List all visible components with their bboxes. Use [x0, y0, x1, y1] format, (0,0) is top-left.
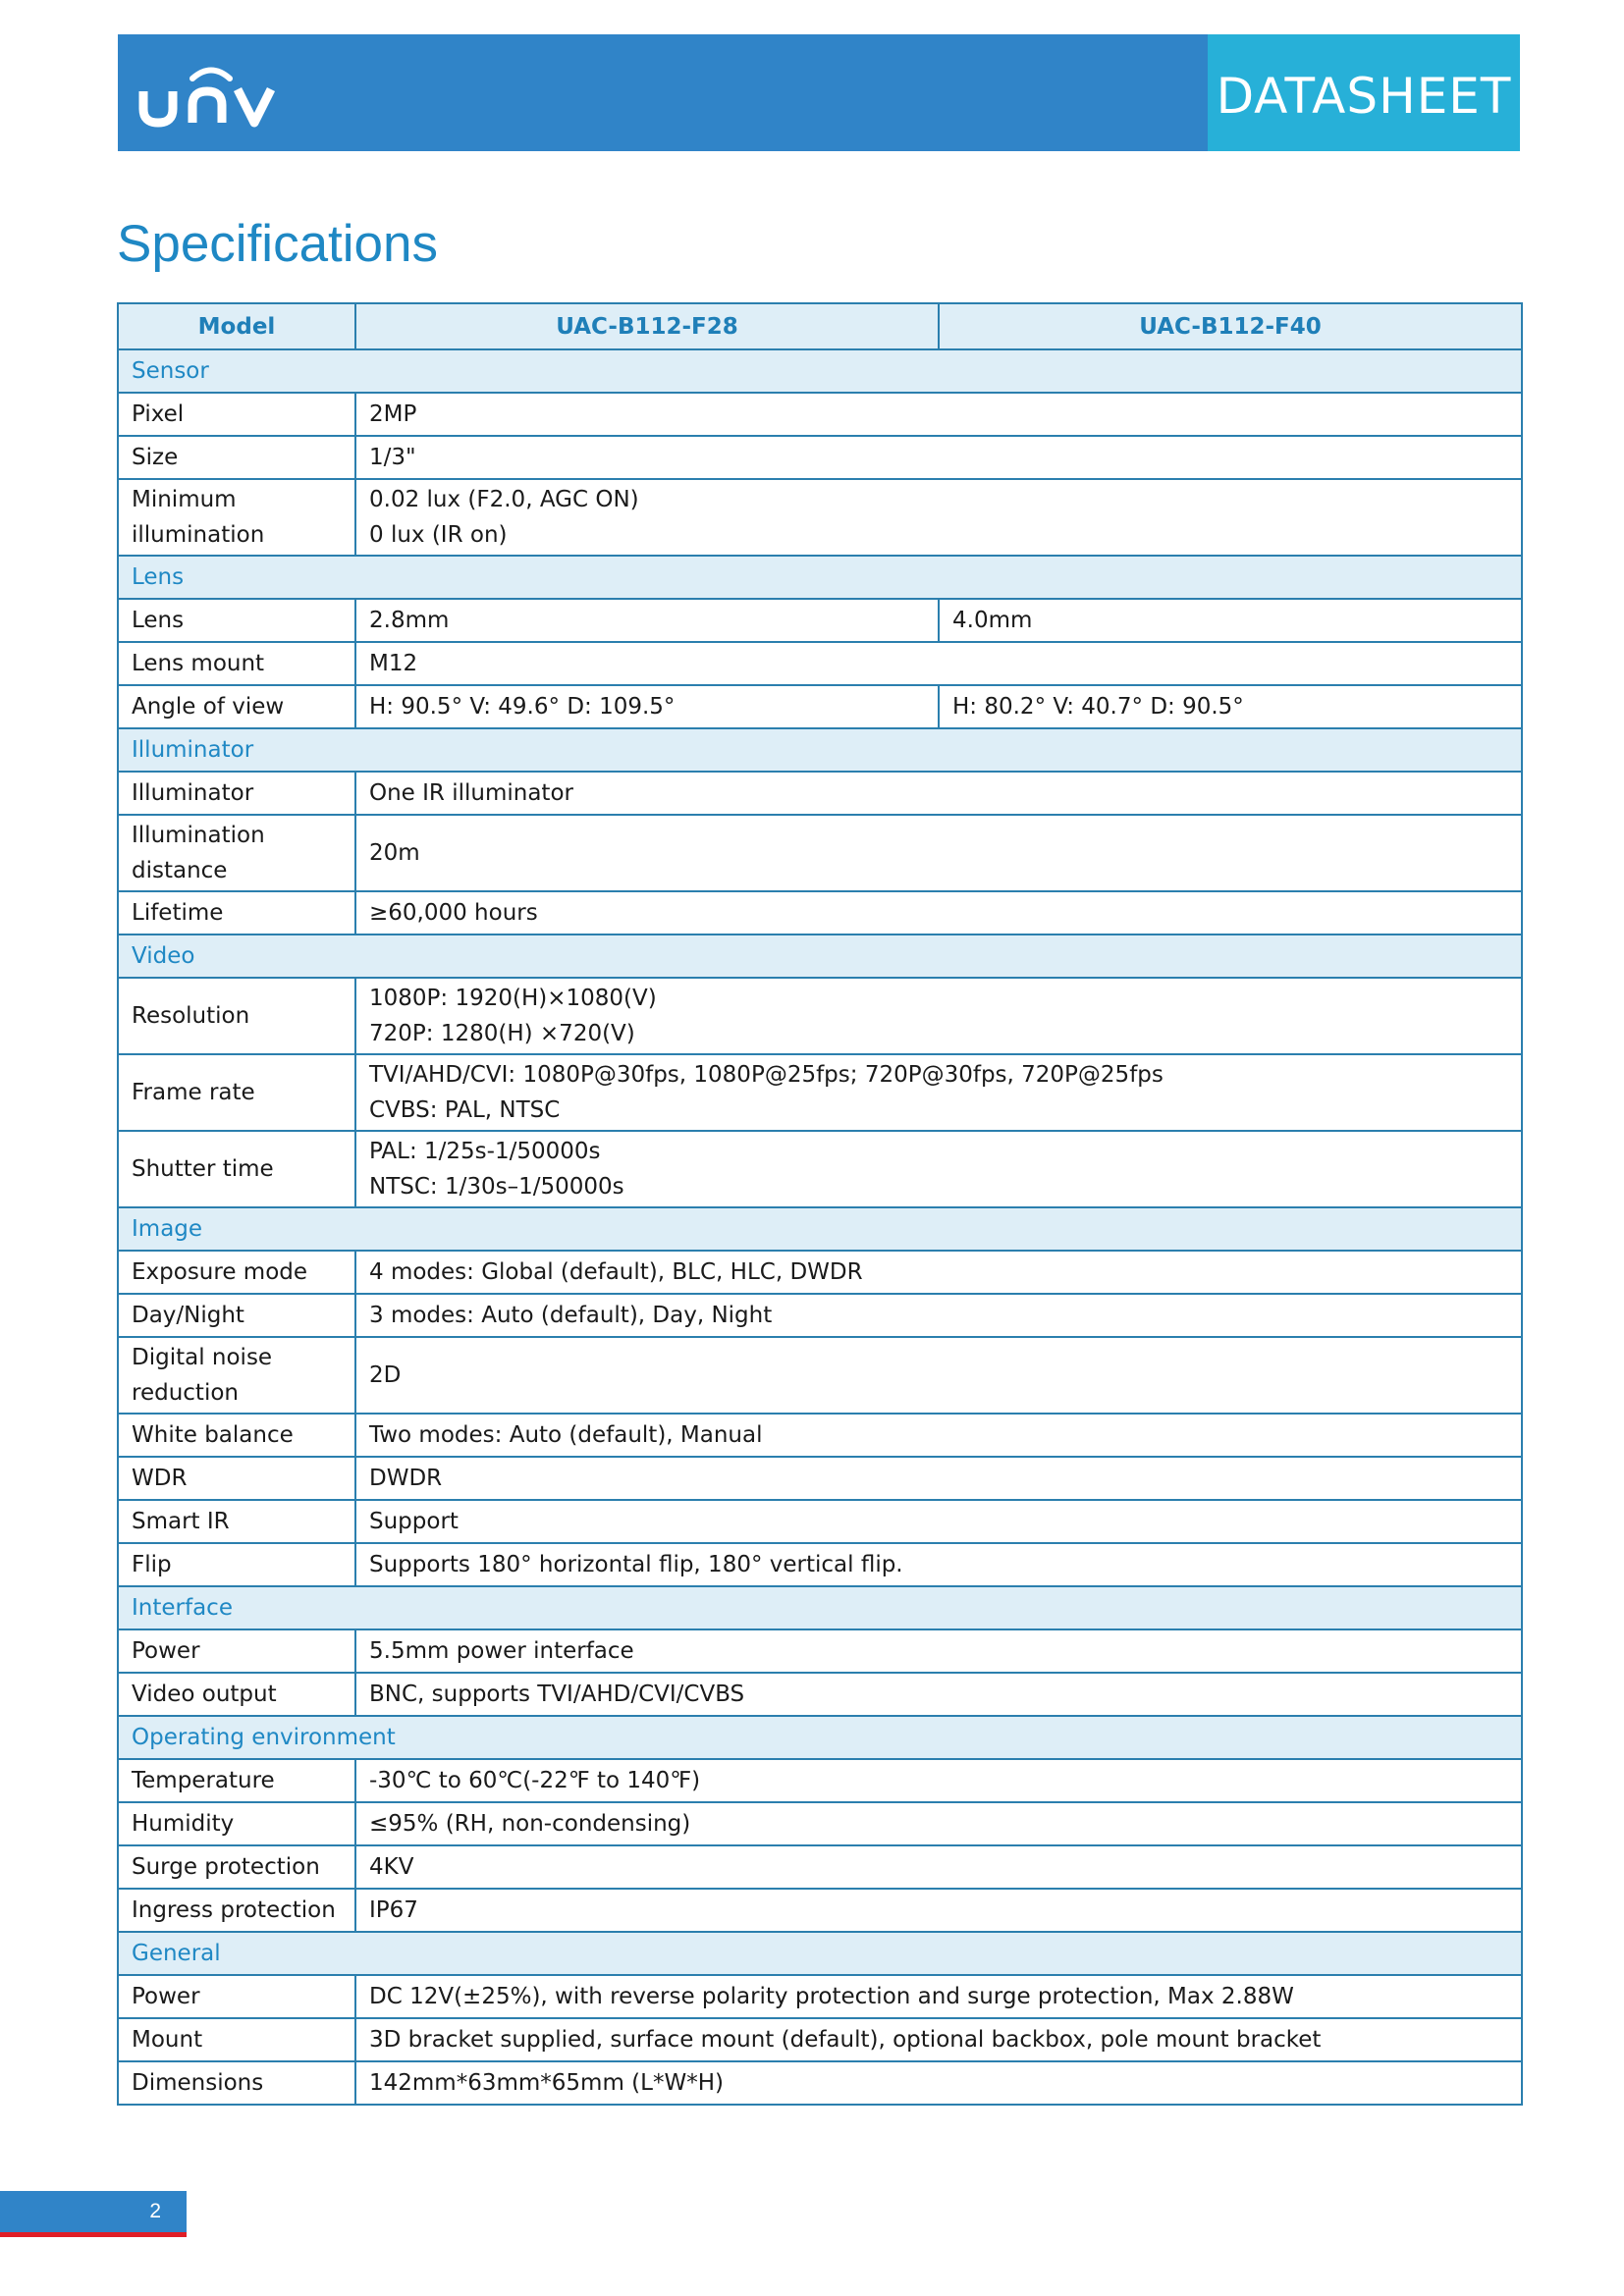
table-row: [118, 1889, 1522, 1932]
spec-value: Two modes: Auto (default), Manual: [355, 1414, 1522, 1457]
spec-value: 3D bracket supplied, surface mount (default), optional backbox, pole mount bracket: [355, 2018, 1522, 2061]
section-row-sensor: [118, 349, 1522, 393]
spec-label: Illuminator: [118, 772, 355, 815]
spec-label: Surge protection: [118, 1845, 355, 1889]
spec-value: BNC, supports TVI/AHD/CVI/CVBS: [355, 1673, 1522, 1716]
section-title: General: [118, 1932, 1522, 1975]
spec-label: Lifetime: [118, 891, 355, 934]
table-row: [118, 393, 1522, 436]
spec-label: Pixel: [118, 393, 355, 436]
spec-label: Day/Night: [118, 1294, 355, 1337]
spec-value: One IR illuminator: [355, 772, 1522, 815]
table-row: [118, 1414, 1522, 1457]
header-model-f40: UAC-B112-F40: [939, 303, 1522, 349]
spec-value: Supports 180° horizontal flip, 180° vertical flip.: [355, 1543, 1522, 1586]
spec-value: [355, 1131, 1522, 1207]
spec-label: Humidity: [118, 1802, 355, 1845]
spec-value: 142mm*63mm*65mm (L*W*H): [355, 2061, 1522, 2105]
table-row: [118, 1457, 1522, 1500]
spec-value: IP67: [355, 1889, 1522, 1932]
table-row: [118, 436, 1522, 479]
spec-value-line: 720P: 1280(H) ×720(V): [369, 1021, 635, 1046]
section-title: Sensor: [118, 349, 1522, 393]
spec-value: 2D: [355, 1337, 1522, 1414]
spec-value: DWDR: [355, 1457, 1522, 1500]
spec-label: Frame rate: [118, 1054, 355, 1131]
spec-value: 4.0mm: [939, 599, 1522, 642]
table-row: [118, 1673, 1522, 1716]
section-row-lens: [118, 556, 1522, 599]
datasheet-header: [118, 34, 1520, 151]
section-row-video: [118, 934, 1522, 978]
table-row: [118, 1251, 1522, 1294]
spec-value: Support: [355, 1500, 1522, 1543]
spec-label: Smart IR: [118, 1500, 355, 1543]
table-row: [118, 1543, 1522, 1586]
header-brand-band: [118, 34, 1208, 151]
spec-label: Resolution: [118, 978, 355, 1054]
spec-label: Power: [118, 1975, 355, 2018]
header-model-f28: UAC-B112-F28: [355, 303, 939, 349]
table-row: [118, 1054, 1522, 1131]
table-row: [118, 1845, 1522, 1889]
page-title: Specifications: [117, 215, 439, 273]
spec-label: Dimensions: [118, 2061, 355, 2105]
spec-label: Digital noise reduction: [118, 1337, 355, 1414]
spec-value: 4KV: [355, 1845, 1522, 1889]
section-row-general: [118, 1932, 1522, 1975]
spec-value-line: 0 lux (IR on): [369, 522, 508, 548]
table-row: [118, 642, 1522, 685]
table-row: [118, 2061, 1522, 2105]
spec-value: ≥60,000 hours: [355, 891, 1522, 934]
table-row: [118, 599, 1522, 642]
table-row: [118, 2018, 1522, 2061]
spec-value: 4 modes: Global (default), BLC, HLC, DWDR: [355, 1251, 1522, 1294]
table-row: [118, 685, 1522, 728]
specifications-table: [117, 302, 1523, 2106]
header-model: Model: [118, 303, 355, 349]
doc-type-label: DATASHEET: [1216, 67, 1512, 125]
table-row: [118, 891, 1522, 934]
spec-value: 2MP: [355, 393, 1522, 436]
table-row: [118, 815, 1522, 891]
spec-label: Video output: [118, 1673, 355, 1716]
spec-label: Size: [118, 436, 355, 479]
table-row: [118, 1629, 1522, 1673]
page-footer: [0, 2191, 187, 2237]
spec-value: 2.8mm: [355, 599, 939, 642]
table-row: [118, 1975, 1522, 2018]
page-number: 2: [149, 2200, 161, 2222]
spec-value: 3 modes: Auto (default), Day, Night: [355, 1294, 1522, 1337]
spec-value: [355, 1054, 1522, 1131]
table-row: [118, 772, 1522, 815]
table-row: [118, 479, 1522, 556]
table-row: [118, 1500, 1522, 1543]
spec-value-line: PAL: 1/25s-1/50000s: [369, 1139, 601, 1164]
table-row: [118, 1337, 1522, 1414]
spec-label: Shutter time: [118, 1131, 355, 1207]
spec-value: H: 90.5° V: 49.6° D: 109.5°: [355, 685, 939, 728]
section-row-operating-environment: [118, 1716, 1522, 1759]
spec-label: Minimum illumination: [118, 479, 355, 556]
spec-label: Temperature: [118, 1759, 355, 1802]
table-row: [118, 1802, 1522, 1845]
table-header-row: [118, 303, 1522, 349]
spec-label: WDR: [118, 1457, 355, 1500]
spec-value-line: TVI/AHD/CVI: 1080P@30fps, 1080P@25fps; 720P@30fps, 720P@25fps: [369, 1062, 1164, 1088]
spec-label: Flip: [118, 1543, 355, 1586]
section-row-illuminator: [118, 728, 1522, 772]
section-title: Operating environment: [118, 1716, 1522, 1759]
spec-value: -30℃ to 60℃(-22℉ to 140℉): [355, 1759, 1522, 1802]
section-title: Lens: [118, 556, 1522, 599]
spec-value: H: 80.2° V: 40.7° D: 90.5°: [939, 685, 1522, 728]
spec-label: Angle of view: [118, 685, 355, 728]
section-title: Image: [118, 1207, 1522, 1251]
spec-value: 1/3": [355, 436, 1522, 479]
table-row: [118, 1131, 1522, 1207]
spec-value: DC 12V(±25%), with reverse polarity protection and surge protection, Max 2.88W: [355, 1975, 1522, 2018]
spec-label: Lens mount: [118, 642, 355, 685]
table-row: [118, 1294, 1522, 1337]
spec-value: [355, 479, 1522, 556]
spec-value-line: 1080P: 1920(H)×1080(V): [369, 986, 657, 1011]
spec-label: Lens: [118, 599, 355, 642]
section-title: Interface: [118, 1586, 1522, 1629]
header-doctype-band: [1208, 34, 1520, 151]
spec-value: M12: [355, 642, 1522, 685]
spec-value-line: CVBS: PAL, NTSC: [369, 1097, 561, 1123]
spec-value-line: NTSC: 1/30s–1/50000s: [369, 1174, 624, 1200]
section-row-interface: [118, 1586, 1522, 1629]
spec-value: ≤95% (RH, non-condensing): [355, 1802, 1522, 1845]
section-row-image: [118, 1207, 1522, 1251]
spec-value: [355, 978, 1522, 1054]
spec-label: Exposure mode: [118, 1251, 355, 1294]
spec-value: 20m: [355, 815, 1522, 891]
unv-logo: [137, 58, 285, 136]
spec-value-line: 0.02 lux (F2.0, AGC ON): [369, 487, 639, 512]
section-title: Video: [118, 934, 1522, 978]
spec-label: Power: [118, 1629, 355, 1673]
spec-label: Illumination distance: [118, 815, 355, 891]
spec-value: 5.5mm power interface: [355, 1629, 1522, 1673]
table-row: [118, 1759, 1522, 1802]
section-title: Illuminator: [118, 728, 1522, 772]
spec-label: Ingress protection: [118, 1889, 355, 1932]
table-row: [118, 978, 1522, 1054]
spec-label: White balance: [118, 1414, 355, 1457]
spec-label: Mount: [118, 2018, 355, 2061]
